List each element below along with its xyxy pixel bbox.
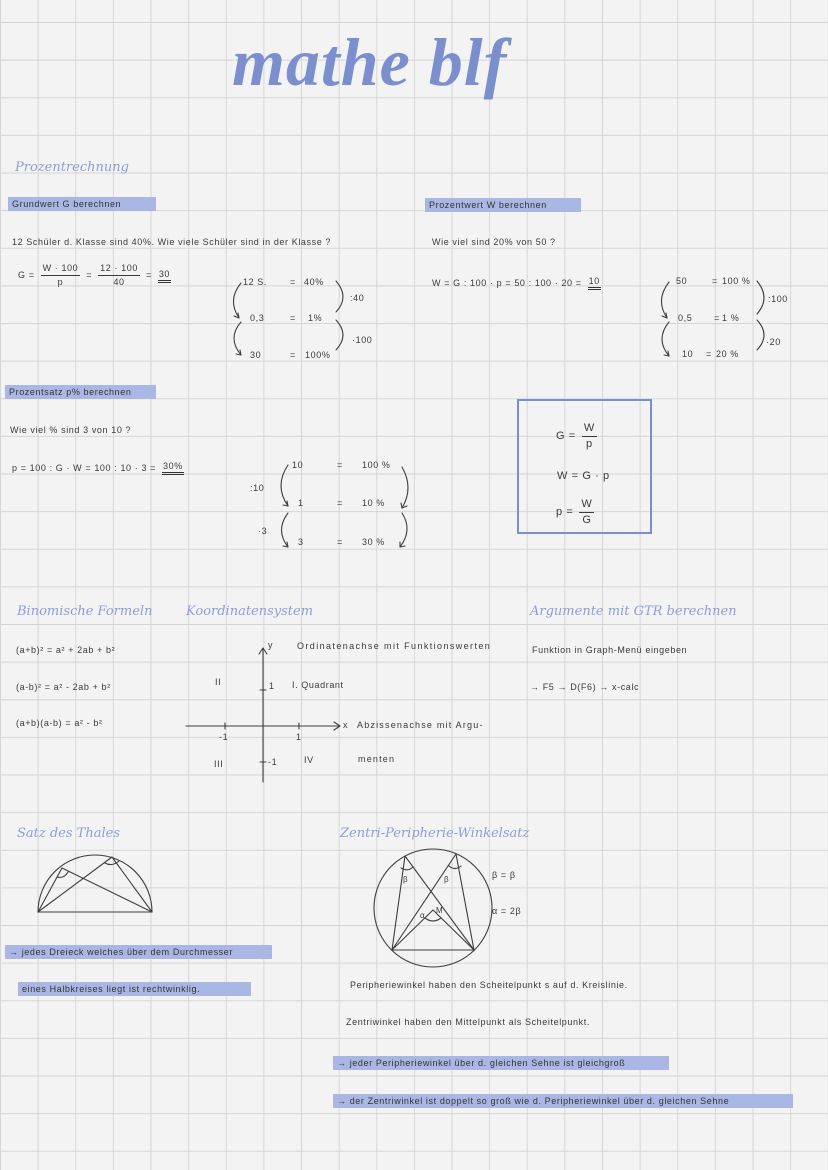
fraction-denominator: G [582, 514, 592, 526]
table-cell: = [337, 460, 343, 470]
zpw-rule-1: → jeder Peripheriewinkel über d. gleichen Sehne ist gleichgroß [333, 1056, 669, 1070]
x-axis-description: Abzissenachse mit Argu- [357, 720, 484, 730]
zpw-peripheral-angle-1 [392, 856, 474, 950]
formula-lhs: G = [18, 270, 35, 280]
label-prozentwert: Prozentwert W berechnen [425, 198, 581, 212]
fraction-denominator: p [57, 277, 64, 287]
formula-prozentsatz [12, 461, 184, 475]
box-formula-g [556, 422, 597, 451]
heading-binomische-formeln: Binomische Formeln [17, 604, 153, 619]
formula-result: 10 [588, 276, 601, 290]
table-cell: 1 % [722, 313, 740, 323]
tick-label-x-pos: 1 [296, 732, 302, 742]
thales-note-1: → jedes Dreieck welches über dem Durchmesser [5, 945, 272, 959]
zpw-alpha-label: α [420, 911, 425, 920]
table-cell: = [337, 537, 343, 547]
grundwert-bracket-right-top [336, 281, 343, 312]
formula-result: 30% [162, 461, 184, 475]
binom-formula-3: (a+b)(a-b) = a² - b² [16, 718, 103, 728]
zpw-beta-left-label: β [403, 875, 408, 884]
table-cell: 0,3 [250, 313, 265, 323]
thales-note-2: eines Halbkreises liegt ist rechtwinklig. [18, 982, 251, 996]
zpw-angle-mark-1 [401, 867, 413, 870]
formula-lhs: p = [556, 506, 574, 518]
prozentsatz-bracket-left-top [281, 465, 288, 506]
y-axis-description: Ordinatenachse mit Funktionswerten [297, 641, 492, 651]
zpw-central-angle [392, 910, 474, 950]
fraction [582, 422, 597, 451]
table-cell: 50 [676, 276, 688, 286]
binom-formula-1: (a+b)² = a² + 2ab + b² [16, 645, 116, 655]
formula-text: W = G : 100 · p = 50 : 100 · 20 = [432, 277, 582, 288]
label-prozentsatz: Prozentsatz p% berechnen [5, 385, 156, 399]
gtr-step-2: → F5 → D(F6) → x-calc [530, 682, 640, 692]
table-operation: ·20 [766, 337, 781, 347]
table-cell: 30 [250, 350, 262, 360]
table-cell: = [290, 313, 296, 323]
heading-gtr: Argumente mit GTR berechnen [530, 604, 737, 619]
thales-triangle-1 [38, 868, 152, 912]
zpw-center-label: M [436, 906, 443, 915]
table-cell: = [706, 349, 712, 359]
formula-grundwert [18, 263, 171, 288]
table-cell: 10 [292, 460, 304, 470]
binom-formula-2: (a-b)² = a² - 2ab + b² [16, 682, 111, 692]
formula-result: 30 [158, 269, 171, 283]
table-operation: :100 [768, 294, 788, 304]
table-cell: = [290, 277, 296, 287]
table-cell: = [290, 350, 296, 360]
fraction-numerator: W · 100 [41, 263, 81, 276]
question-grundwert: 12 Schüler d. Klasse sind 40%. Wie viele Schüler sind in der Klasse ? [12, 237, 332, 247]
zpw-line-1: Peripheriewinkel haben den Scheitelpunkt s auf d. Kreislinie. [350, 980, 628, 990]
table-cell: 10 [682, 349, 694, 359]
table-cell: 100% [305, 350, 331, 360]
x-axis-description-cont: menten [358, 754, 396, 764]
table-operation: ·100 [352, 335, 373, 345]
table-cell: = [337, 498, 343, 508]
prozentsatz-bracket-right-bottom [400, 513, 407, 547]
table-operation: :10 [250, 483, 265, 493]
fraction [98, 263, 140, 288]
heading-satz-des-thales: Satz des Thales [17, 826, 120, 841]
table-operation: :40 [350, 293, 365, 303]
label-grundwert: Grundwert G berechnen [8, 197, 156, 211]
zpw-line-2: Zentriwinkel haben den Mittelpunkt als Scheitelpunkt. [346, 1017, 590, 1027]
box-formula-p [556, 498, 594, 527]
table-cell: 40% [304, 277, 324, 287]
equals-sign: = [145, 270, 152, 280]
zpw-angle-mark-center [425, 918, 441, 921]
table-cell: 0,5 [678, 313, 693, 323]
tick-label-y-neg: -1 [268, 757, 278, 767]
prozentwert-bracket-left-top [661, 282, 669, 318]
zpw-equation-2: α = 2β [492, 906, 522, 916]
table-operation: ·3 [258, 526, 268, 536]
fraction-numerator: 12 · 100 [98, 263, 140, 276]
quadrant-4-label: IV [304, 755, 314, 765]
table-cell: 20 % [716, 349, 739, 359]
zpw-peripheral-angle-2 [392, 854, 474, 950]
table-cell: 100 % [722, 276, 751, 286]
tick-label-y-pos: 1 [269, 681, 275, 691]
zpw-rule-2: → der Zentriwinkel ist doppelt so groß wie d. Peripheriewinkel über d. gleichen Sehne [333, 1094, 793, 1108]
quadrant-2-label: II [215, 677, 222, 687]
table-cell: 12 S. [243, 277, 268, 287]
formula-lhs: G = [556, 430, 576, 442]
table-cell: = [712, 276, 718, 286]
heading-koordinatensystem: Koordinatensystem [186, 604, 314, 619]
table-cell: 100 % [362, 460, 391, 470]
equals-sign: = [86, 270, 93, 280]
tick-label-x-neg: -1 [219, 732, 229, 742]
formula-prozentwert [432, 276, 601, 290]
fraction-denominator: 40 [113, 277, 125, 287]
zpw-beta-right-label: β [444, 875, 449, 884]
formula-text: p = 100 : G · W = 100 : 10 · 3 = [12, 462, 157, 473]
x-axis-label: x [343, 720, 349, 730]
box-formula-w: W = G · p [557, 470, 610, 482]
gtr-step-1: Funktion in Graph-Menü eingeben [532, 645, 688, 655]
fraction-numerator: W [579, 498, 594, 513]
quadrant-3-label: III [214, 759, 224, 769]
y-axis-label: y [268, 640, 274, 650]
grundwert-bracket-right-bottom [336, 320, 343, 350]
quadrant-1-label: I. Quadrant [292, 680, 344, 690]
table-cell: 1% [308, 313, 323, 323]
table-cell: 10 % [362, 498, 385, 508]
heading-zentri-peripherie-winkelsatz: Zentri-Peripherie-Winkelsatz [340, 826, 530, 841]
prozentwert-bracket-right-bottom [757, 320, 764, 350]
table-cell: 30 % [362, 537, 385, 547]
fraction [579, 498, 594, 527]
page-title: mathe blf [232, 24, 508, 100]
fraction-numerator: W [582, 422, 597, 437]
prozentsatz-bracket-right-top [402, 467, 408, 508]
fraction [41, 263, 81, 288]
fraction-denominator: p [585, 438, 593, 450]
grundwert-bracket-left-top [233, 283, 241, 318]
question-prozentwert: Wie viel sind 20% von 50 ? [432, 237, 556, 247]
table-cell: = [714, 313, 720, 323]
table-cell: 3 [298, 537, 304, 547]
table-cell: 1 [298, 498, 304, 508]
heading-prozentrechnung: Prozentrechnung [15, 160, 129, 175]
zpw-equation-1: β = β [492, 870, 516, 880]
prozentwert-bracket-right-top [757, 281, 764, 314]
question-prozentsatz: Wie viel % sind 3 von 10 ? [10, 425, 132, 435]
